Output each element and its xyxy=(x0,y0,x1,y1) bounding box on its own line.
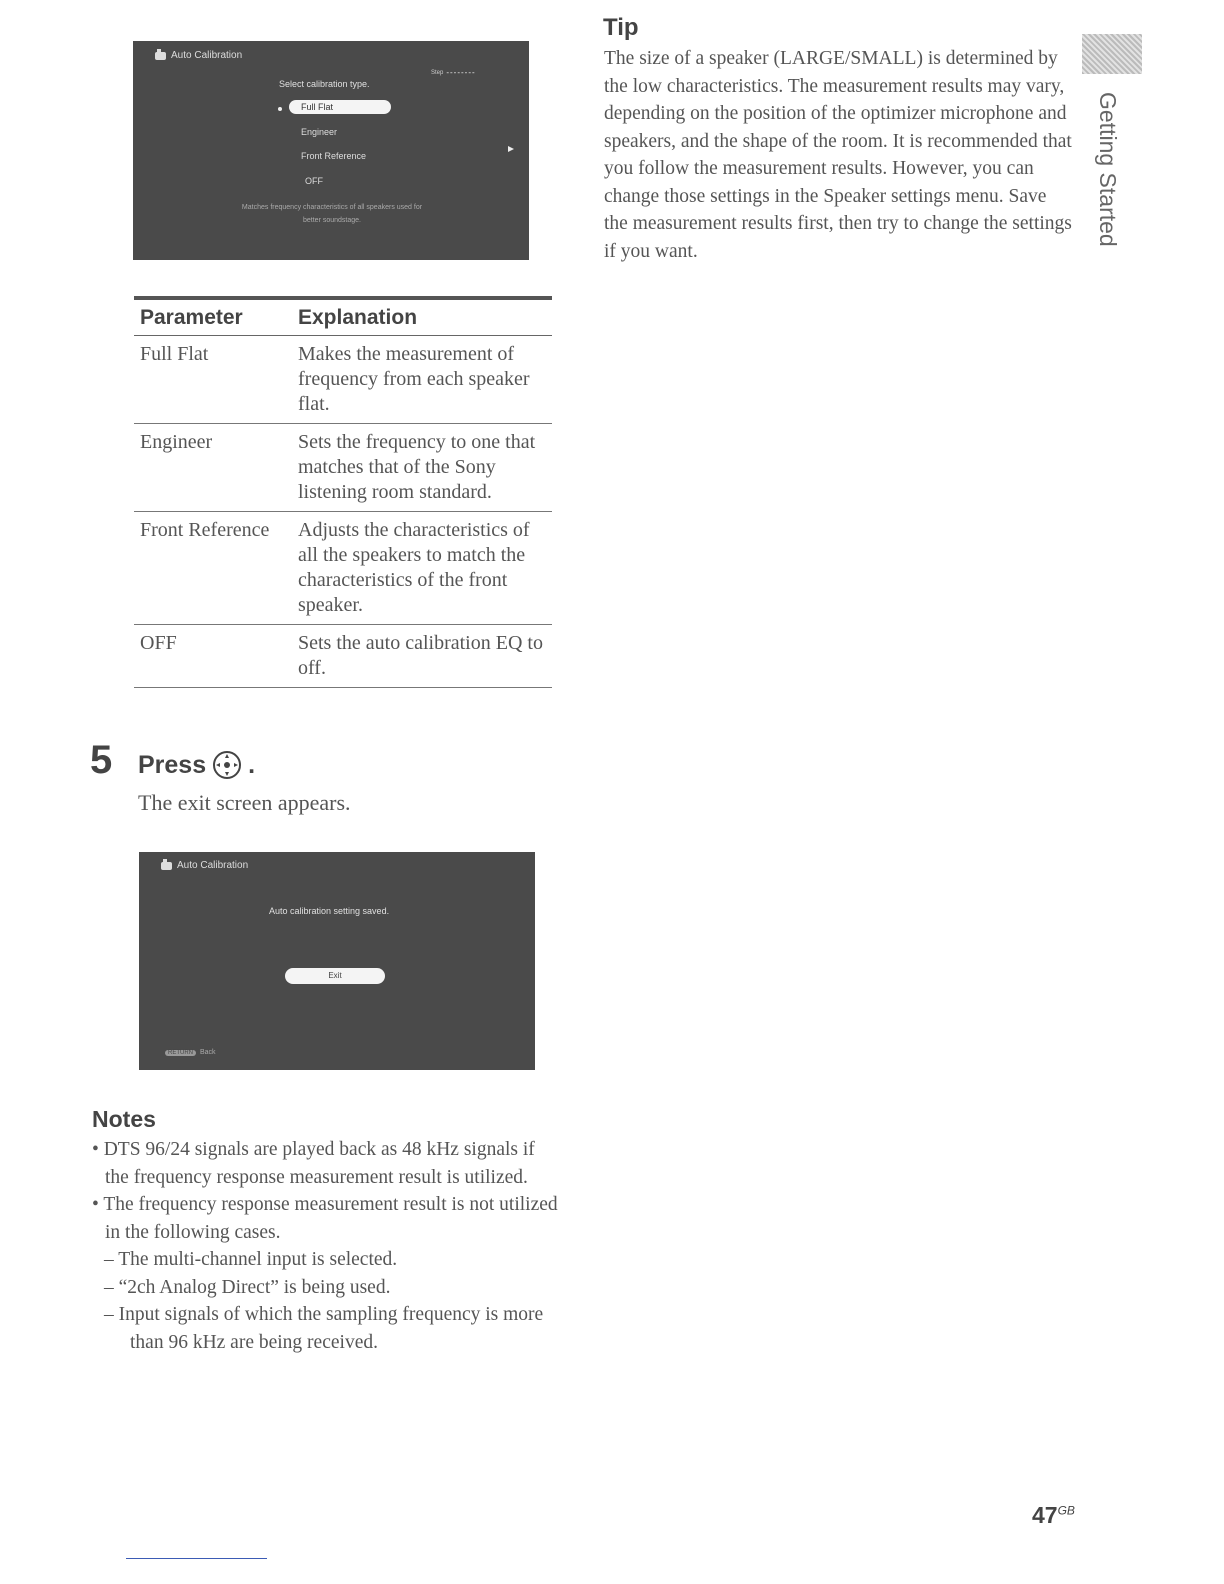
screen-title-text: Auto Calibration xyxy=(171,50,243,61)
footer-rule xyxy=(126,1558,267,1559)
row-explanation: Adjusts the characteristics of all the speakers to match the characteristics of the front speaker. xyxy=(298,519,530,616)
table-row xyxy=(134,424,552,512)
parameter-table xyxy=(134,296,552,688)
option-front-reference[interactable]: Front Reference xyxy=(301,151,367,161)
list-item: – “2ch Analog Direct” is being used. xyxy=(104,1276,391,1298)
step-description: The exit screen appears. xyxy=(138,790,351,815)
auto-calibration-icon xyxy=(155,52,166,60)
table-row xyxy=(134,512,552,625)
row-parameter: Full Flat xyxy=(140,343,209,365)
exit-button[interactable]: Exit xyxy=(285,968,385,984)
header-parameter: Parameter xyxy=(140,306,243,329)
option-description: Matches frequency characteristics of all speakers used for better soundstage. xyxy=(241,204,423,224)
page-number xyxy=(1032,1502,1075,1529)
return-key[interactable]: RETURN xyxy=(165,1050,196,1056)
step-title-end: . xyxy=(248,750,256,779)
screen-prompt: Select calibration type. xyxy=(279,79,370,89)
table-header xyxy=(134,300,552,336)
option-engineer[interactable]: Engineer xyxy=(301,127,338,137)
table-row xyxy=(134,336,552,424)
page-number-suffix: GB xyxy=(1057,1503,1075,1518)
section-tab-marker xyxy=(1082,34,1142,74)
page-number-value: 47 xyxy=(1032,1502,1058,1528)
step-number: 5 xyxy=(90,738,113,782)
table-row xyxy=(134,625,552,688)
list-item: • DTS 96/24 signals are played back as 48 kHz signals if the frequency response measurement result is utilized. xyxy=(92,1139,535,1188)
row-explanation: Makes the measurement of frequency from each speaker flat. xyxy=(298,343,530,415)
calibration-type-screenshot xyxy=(133,41,529,260)
row-explanation: Sets the auto calibration EQ to off. xyxy=(298,632,543,679)
enter-button-icon xyxy=(212,750,242,780)
list-item: – The multi-channel input is selected. xyxy=(104,1249,398,1270)
section-tab-label: Getting Started xyxy=(1095,92,1121,247)
screen-title-text: Auto Calibration xyxy=(177,860,249,871)
arrow-right-icon xyxy=(508,146,514,152)
selection-bullet xyxy=(278,107,282,111)
option-full-flat[interactable]: Full Flat xyxy=(289,100,391,114)
step-title xyxy=(138,750,255,780)
back-label: Back xyxy=(200,1049,216,1056)
step-title-text: Press xyxy=(138,750,207,779)
tip-heading: Tip xyxy=(603,14,639,41)
auto-calibration-icon xyxy=(161,862,172,870)
header-explanation: Explanation xyxy=(298,306,418,329)
exit-screenshot xyxy=(139,852,535,1070)
list-item: • The frequency response measurement result is not utilized in the following cases. xyxy=(92,1194,558,1243)
step-indicator xyxy=(431,68,476,77)
step-label: Step xyxy=(431,69,444,76)
step-dashes: -------- xyxy=(446,68,476,77)
notes-list xyxy=(92,1136,562,1356)
option-off[interactable]: OFF xyxy=(305,176,323,186)
row-parameter: OFF xyxy=(140,632,177,654)
row-parameter: Front Reference xyxy=(140,519,270,541)
screen-title xyxy=(155,50,242,61)
saved-message: Auto calibration setting saved. xyxy=(269,906,390,916)
list-item: – Input signals of which the sampling frequency is more than 96 kHz are being received. xyxy=(104,1304,544,1353)
return-back-hint xyxy=(165,1049,216,1056)
screen-title xyxy=(161,860,248,871)
row-parameter: Engineer xyxy=(140,431,213,453)
tip-text: The size of a speaker (LARGE/SMALL) is determined by the low characteristics. The measurement results may vary, depending on the position of the optimizer microphone and speakers, and the shape of the room. It is recommended that you follow the measurement results. However, you can change those settings in the Speaker settings menu. Save the measurement results first, then try to change the settings if you want. xyxy=(604,48,1072,262)
notes-heading: Notes xyxy=(92,1106,156,1132)
row-explanation: Sets the frequency to one that matches that of the Sony listening room standard. xyxy=(298,431,536,503)
